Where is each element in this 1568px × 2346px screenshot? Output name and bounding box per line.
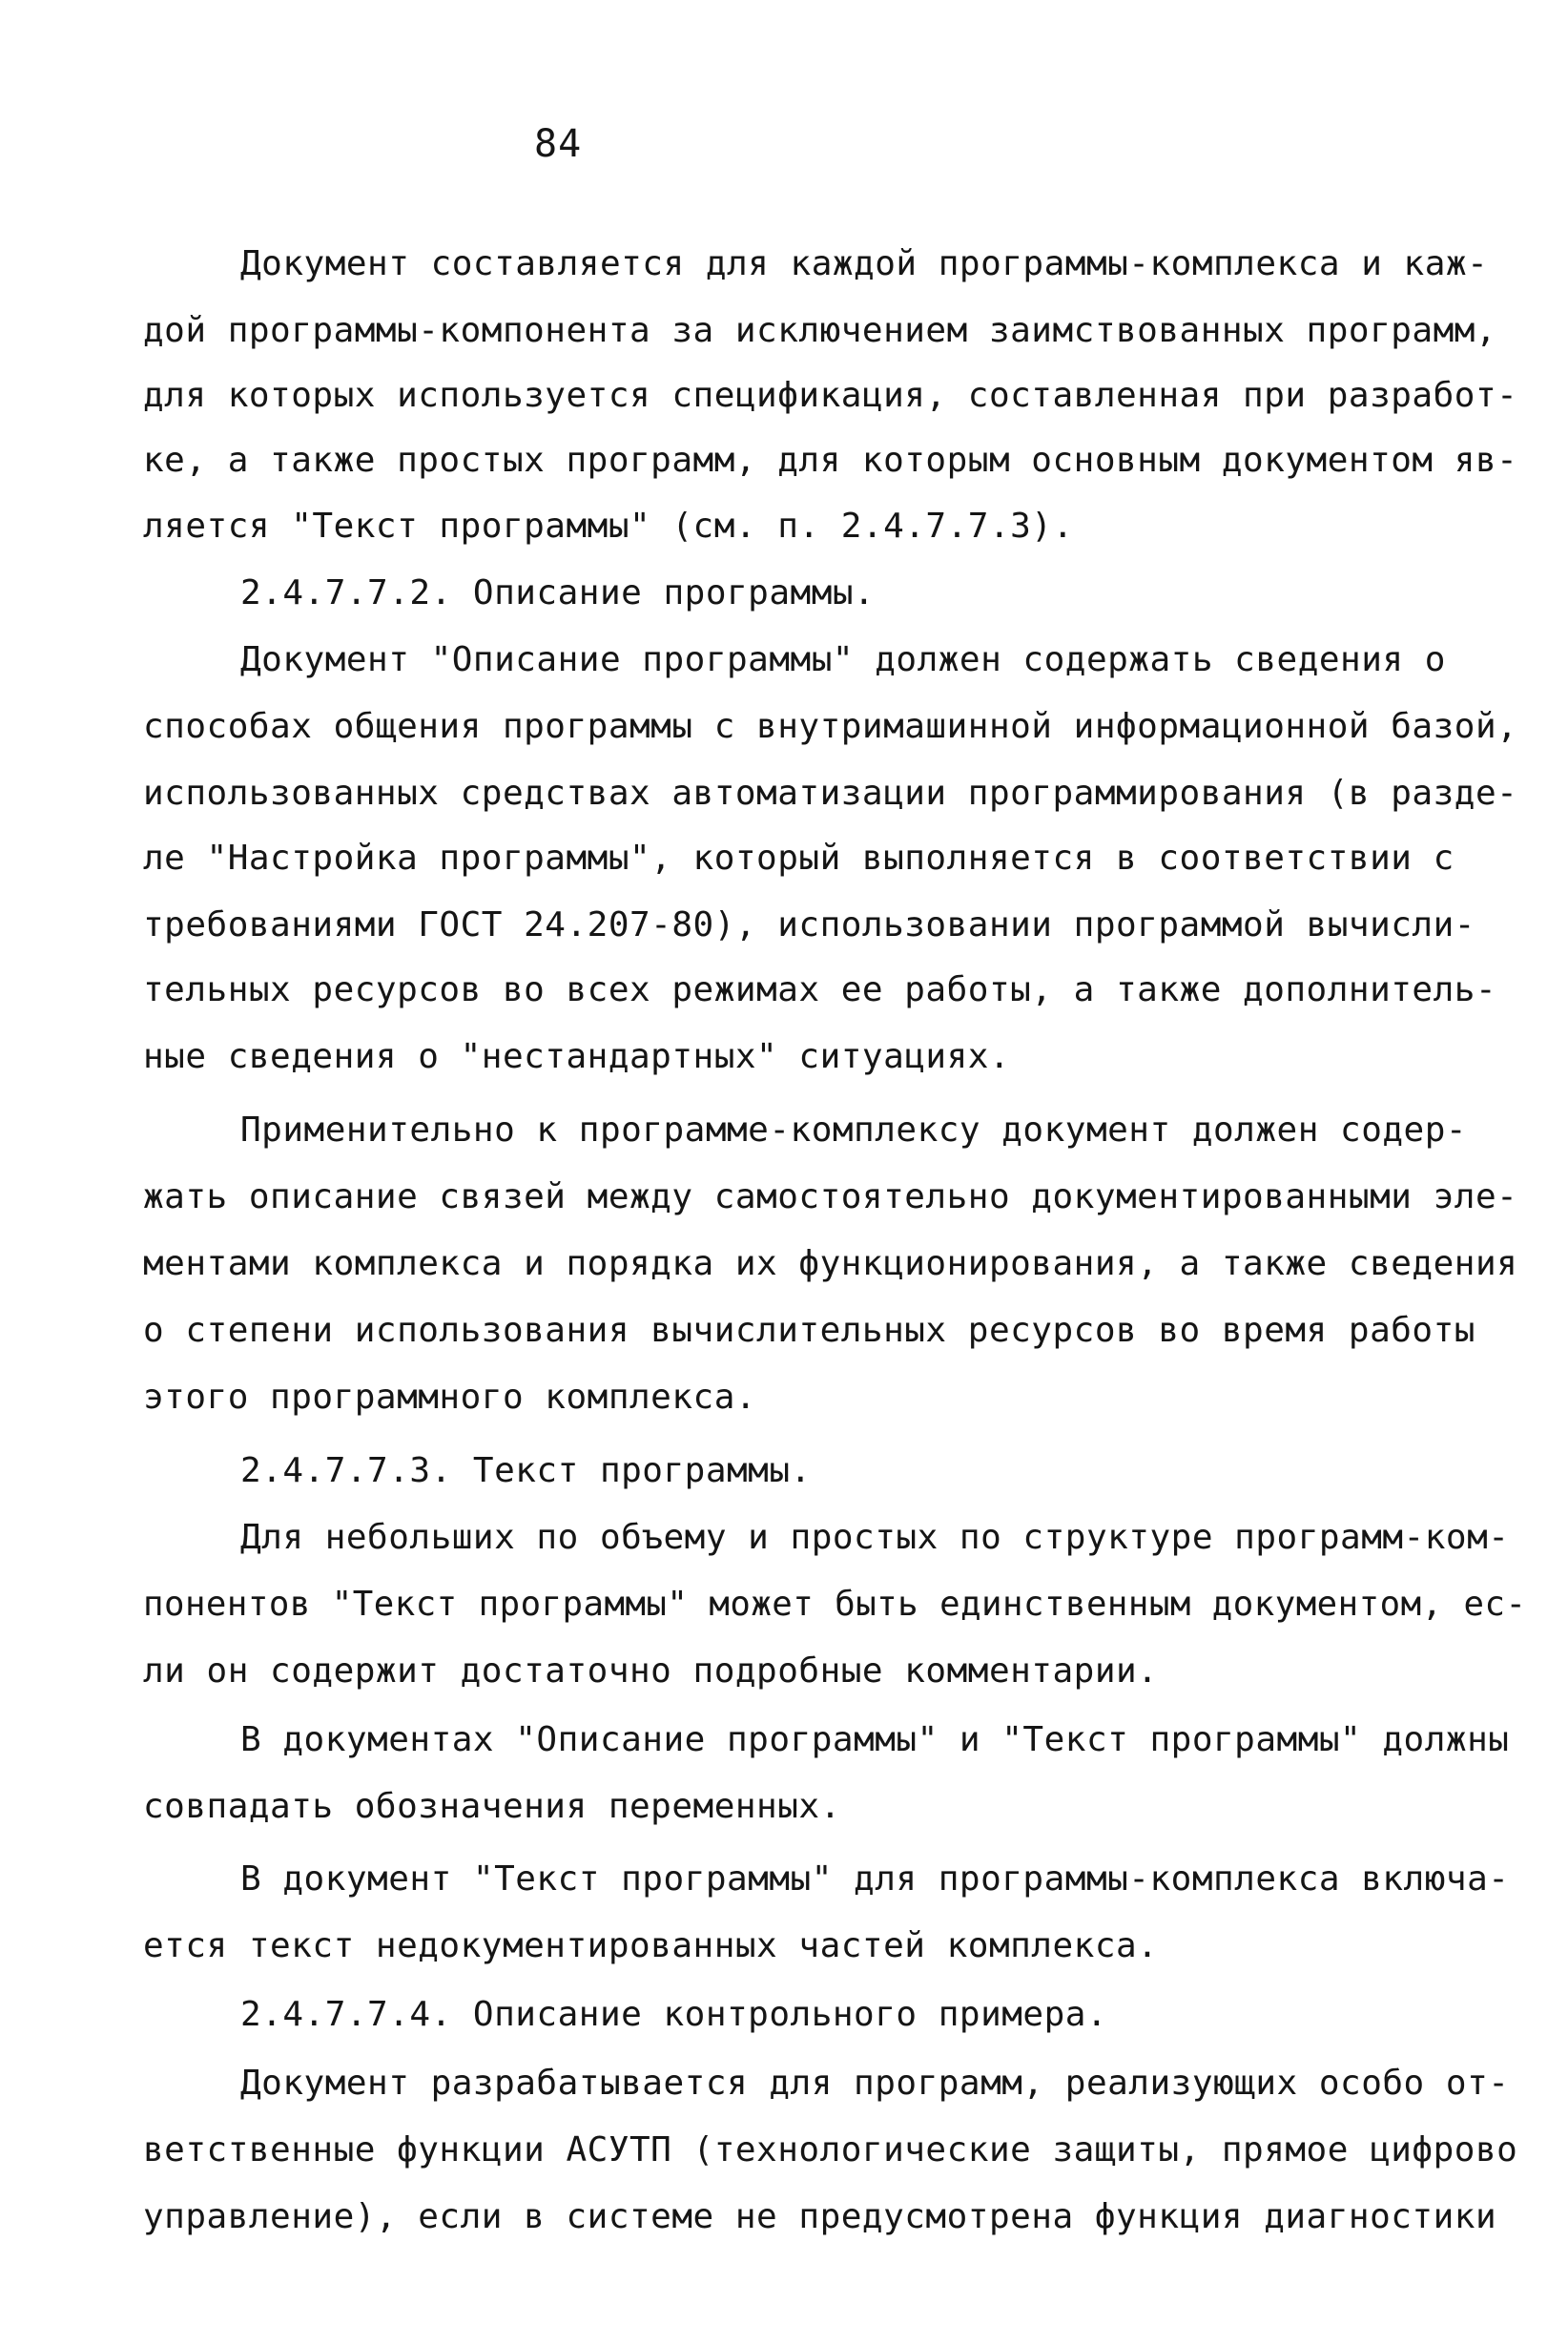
text-line: понентов "Текст программы" может быть единственным документом, ес- bbox=[143, 1585, 1527, 1624]
section-heading: 2.4.7.7.3. Текст программы. bbox=[240, 1451, 812, 1490]
text-line: Применительно к программе-комплексу документ должен содер- bbox=[240, 1111, 1468, 1150]
text-line: использованных средствах автоматизации программирования (в разде- bbox=[143, 774, 1518, 813]
section-heading: 2.4.7.7.2. Описание программы. bbox=[240, 573, 876, 612]
text-line: жать описание связей между самостоятельно документированными эле- bbox=[143, 1177, 1518, 1216]
text-line: этого программного комплекса. bbox=[143, 1378, 757, 1417]
text-line: для которых используется спецификация, составленная при разработ- bbox=[143, 376, 1518, 415]
text-line: Документ составляется для каждой программы-комплекса и каж- bbox=[240, 244, 1489, 283]
text-line: ные сведения о "нестандартных" ситуациях. bbox=[143, 1037, 1011, 1076]
text-line: совпадать обозначения переменных. bbox=[143, 1787, 841, 1826]
text-line: ется текст недокументированных частей комплекса. bbox=[143, 1926, 1159, 1965]
text-line: тельных ресурсов во всех режимах ее работы, а также дополнитель- bbox=[143, 970, 1497, 1009]
section-heading: 2.4.7.7.4. Описание контрольного примера. bbox=[240, 1995, 1108, 2034]
text-line: требованиями ГОСТ 24.207-80), использовании программой вычисли- bbox=[143, 905, 1475, 945]
text-line: способах общения программы с внутримашинной информационной базой, bbox=[143, 707, 1518, 746]
text-line: ке, а также простых программ, для которым основным документом яв- bbox=[143, 441, 1518, 480]
text-line: В документах "Описание программы" и "Текст программы" должны bbox=[240, 1720, 1510, 1759]
text-line: Документ "Описание программы" должен содержать сведения о bbox=[240, 640, 1446, 679]
text-line: управление), если в системе не предусмотрена функция диагностики bbox=[143, 2197, 1497, 2236]
text-line: ли он содержит достаточно подробные комментарии. bbox=[143, 1651, 1159, 1691]
text-line: дой программы-компонента за исключением заимствованных программ, bbox=[143, 311, 1497, 350]
text-line: В документ "Текст программы" для программы-комплекса включа- bbox=[240, 1859, 1510, 1899]
text-line: о степени использования вычислительных ресурсов во время работы bbox=[143, 1311, 1475, 1350]
text-line: Документ разрабатывается для программ, реализующих особо от- bbox=[240, 2064, 1510, 2103]
text-line: ляется "Текст программы" (см. п. 2.4.7.7.3). bbox=[143, 507, 1074, 546]
page-number: 84 bbox=[534, 122, 583, 166]
text-line: ментами комплекса и порядка их функционирования, а также сведения bbox=[143, 1244, 1518, 1283]
text-line: ветственные функции АСУТП (технологические защиты, прямое цифрово bbox=[143, 2130, 1518, 2170]
text-line: Для небольших по объему и простых по структуре программ-ком- bbox=[240, 1518, 1510, 1557]
text-line: ле "Настройка программы", который выполняется в соответствии с bbox=[143, 839, 1455, 878]
